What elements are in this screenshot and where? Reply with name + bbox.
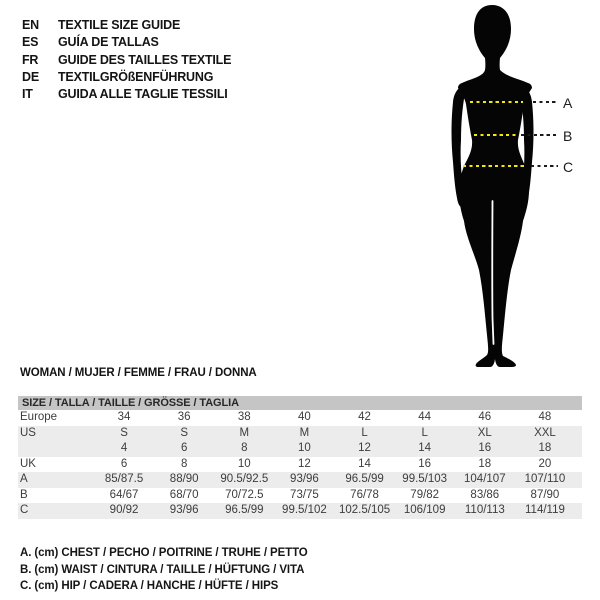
table-cell: 76/78 bbox=[350, 488, 379, 501]
language-header bbox=[0, 17, 420, 103]
row-label: B bbox=[20, 488, 28, 501]
chest-line-leader bbox=[533, 101, 558, 103]
lang-row-fr bbox=[0, 52, 420, 69]
table-cell: 64/67 bbox=[109, 488, 139, 501]
legend-waist: B. (cm) WAIST / CINTURA / TAILLE / HÜFTUNG / VITA bbox=[20, 563, 305, 576]
table-cell: L bbox=[421, 426, 428, 439]
table-cell: 107/110 bbox=[524, 473, 566, 485]
table-cell: 93/96 bbox=[169, 504, 199, 516]
table-cell: 70/72.5 bbox=[225, 488, 264, 501]
table-row bbox=[18, 488, 582, 504]
table-cell: 46 bbox=[478, 411, 492, 423]
table-cell: 104/107 bbox=[464, 473, 506, 485]
table-cell: 42 bbox=[358, 411, 371, 423]
table-cell: 12 bbox=[358, 442, 371, 454]
table-cell: 10 bbox=[237, 457, 251, 470]
table-cell: M bbox=[239, 426, 250, 439]
lang-label: TEXTILGRÖßENFÜHRUNG bbox=[58, 69, 214, 84]
table-cell: 20 bbox=[538, 457, 552, 470]
table-row bbox=[18, 441, 582, 457]
lang-code: ES bbox=[22, 35, 39, 50]
table-cell: 18 bbox=[538, 442, 552, 454]
table-cell: 83/86 bbox=[470, 488, 500, 501]
lang-row-en bbox=[0, 17, 420, 34]
row-label: US bbox=[20, 426, 36, 439]
table-cell: 6 bbox=[180, 442, 188, 454]
size-table bbox=[18, 396, 582, 519]
waist-line-yellow bbox=[474, 134, 519, 136]
lang-label: TEXTILE SIZE GUIDE bbox=[58, 18, 181, 32]
table-cell: 14 bbox=[358, 457, 371, 470]
table-cell: 14 bbox=[418, 442, 432, 454]
marker-label-a: A bbox=[563, 95, 573, 111]
row-label: C bbox=[20, 504, 29, 516]
table-cell: 12 bbox=[298, 457, 311, 470]
table-cell: 79/82 bbox=[410, 488, 440, 501]
lang-row-es bbox=[0, 34, 420, 51]
table-cell: 38 bbox=[237, 411, 251, 423]
table-cell: 18 bbox=[478, 457, 492, 470]
table-cell: S bbox=[180, 426, 189, 439]
table-cell: 99.5/102 bbox=[282, 504, 327, 516]
marker-label-b: B bbox=[563, 128, 573, 144]
table-cell: 87/90 bbox=[530, 488, 560, 501]
table-cell: 36 bbox=[177, 411, 191, 423]
table-cell: 8 bbox=[180, 457, 188, 470]
table-row bbox=[18, 472, 582, 488]
size-table-header: SIZE / TALLA / TAILLE / GRÖSSE / TAGLIA bbox=[18, 396, 582, 410]
lang-label: GUIDE DES TAILLES TEXTILE bbox=[58, 52, 232, 67]
lang-row-de bbox=[0, 69, 420, 86]
hip-line-leader bbox=[531, 165, 558, 167]
table-cell: 73/75 bbox=[290, 488, 319, 501]
table-cell: 48 bbox=[538, 411, 552, 423]
table-cell: 8 bbox=[241, 442, 248, 454]
lang-label: GUIDA ALLE TAGLIE TESSILI bbox=[58, 87, 228, 102]
table-cell: XL bbox=[477, 426, 492, 439]
table-cell: 68/70 bbox=[169, 488, 199, 501]
lang-code: FR bbox=[22, 52, 39, 67]
table-cell: S bbox=[120, 426, 128, 439]
table-cell: 90/92 bbox=[109, 504, 139, 516]
size-table-body bbox=[18, 410, 582, 519]
table-cell: 40 bbox=[298, 411, 311, 423]
table-cell: 110/113 bbox=[464, 504, 505, 516]
table-cell: 10 bbox=[298, 442, 311, 454]
table-cell: 16 bbox=[478, 442, 492, 454]
table-cell: 44 bbox=[418, 411, 432, 423]
table-cell: 6 bbox=[120, 457, 128, 470]
chest-line-yellow bbox=[470, 101, 523, 103]
table-cell: L bbox=[361, 426, 368, 439]
table-cell: 85/87.5 bbox=[104, 473, 144, 485]
table-cell: M bbox=[299, 426, 310, 439]
table-cell: 4 bbox=[120, 442, 128, 454]
row-label: UK bbox=[20, 457, 36, 470]
table-row bbox=[18, 503, 582, 519]
table-cell: 88/90 bbox=[169, 473, 199, 485]
table-cell: 16 bbox=[418, 457, 432, 470]
lang-code: DE bbox=[22, 69, 39, 84]
table-cell: XXL bbox=[534, 426, 556, 439]
row-label: A bbox=[20, 473, 28, 485]
row-label bbox=[18, 441, 94, 457]
table-cell: 99.5/103 bbox=[402, 473, 448, 485]
table-cell: 114/119 bbox=[525, 504, 565, 516]
waist-line-leader bbox=[521, 134, 558, 136]
hip-line-yellow bbox=[463, 165, 525, 167]
table-cell: 96.5/99 bbox=[225, 504, 264, 516]
legend-chest: A. (cm) CHEST / PECHO / POITRINE / TRUHE / PETTO bbox=[20, 547, 308, 559]
table-row bbox=[18, 426, 582, 442]
section-title: WOMAN / MUJER / FEMME / FRAU / DONNA bbox=[20, 367, 257, 379]
table-cell: 90.5/92.5 bbox=[220, 473, 269, 485]
table-cell: 106/109 bbox=[403, 504, 446, 516]
table-cell: 96.5/99 bbox=[345, 473, 384, 485]
lang-row-it bbox=[0, 86, 420, 103]
lang-code: EN bbox=[22, 18, 39, 32]
table-cell: 34 bbox=[117, 411, 131, 423]
table-cell: 102.5/105 bbox=[338, 504, 391, 516]
legend-hip: C. (cm) HIP / CADERA / HANCHE / HÜFTE / HIPS bbox=[20, 580, 279, 593]
measurement-legend bbox=[20, 546, 308, 596]
table-cell: 93/96 bbox=[290, 473, 319, 485]
table-row bbox=[18, 410, 582, 426]
lang-label: GUÍA DE TALLAS bbox=[58, 35, 159, 50]
row-label: Europe bbox=[20, 411, 58, 423]
lang-code: IT bbox=[22, 87, 33, 102]
marker-label-c: C bbox=[563, 159, 574, 175]
table-row bbox=[18, 457, 582, 473]
